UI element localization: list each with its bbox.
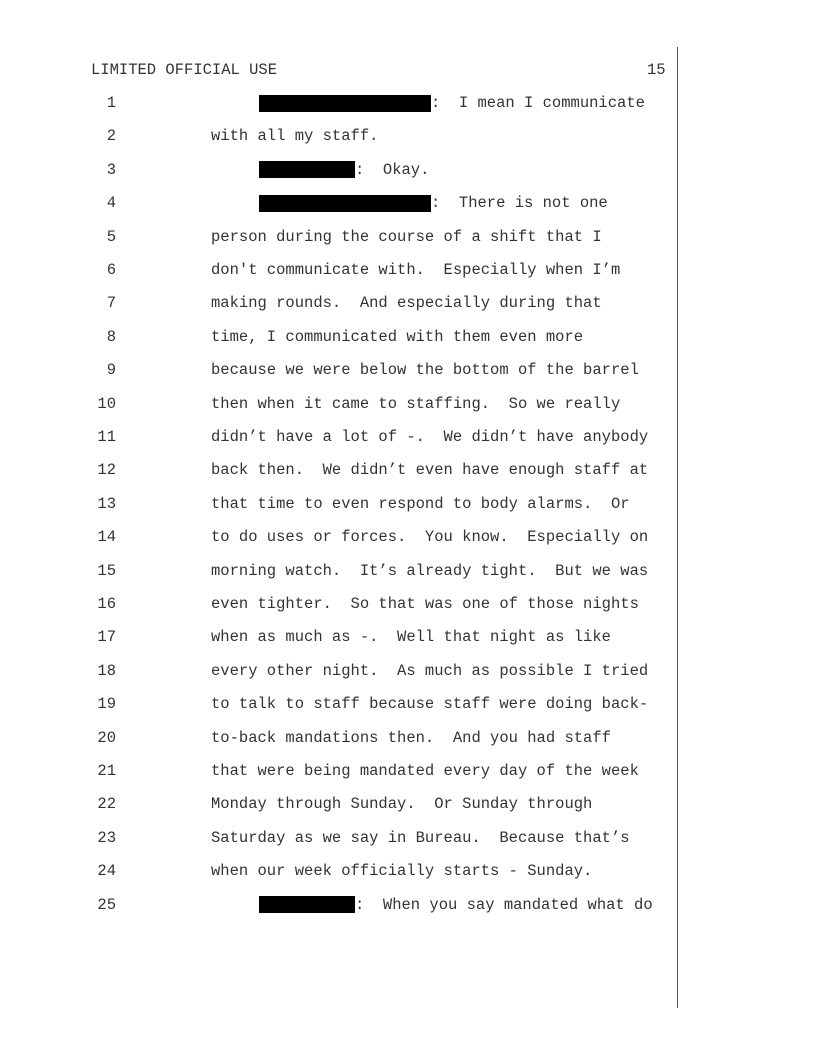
line-number: 1 — [106, 94, 116, 112]
speaker-line — [259, 194, 608, 212]
line-text: time, I communicated with them even more — [211, 327, 584, 346]
line-text: didn’t have a lot of -. We didn’t have anybody — [211, 428, 649, 446]
redacted-speaker-name — [259, 195, 431, 212]
transcript-line — [0, 829, 816, 849]
transcript-line — [0, 795, 816, 815]
line-text: making rounds. And especially during that — [211, 294, 602, 313]
redacted-speaker-name — [259, 161, 355, 178]
transcript-line — [0, 127, 816, 147]
line-text: that time to even respond to body alarms. Or — [211, 494, 630, 513]
transcript-line — [0, 729, 816, 749]
line-number: 25 — [97, 895, 116, 914]
line-number: 9 — [106, 361, 116, 380]
line-number: 12 — [97, 461, 116, 480]
line-number: 17 — [97, 628, 116, 647]
line-text: : There is not one — [431, 194, 608, 213]
line-number: 20 — [97, 728, 116, 747]
transcript-line — [0, 161, 816, 181]
line-number: 4 — [106, 194, 116, 213]
line-text: then when it came to staffing. So we really — [211, 394, 621, 413]
line-number: 23 — [97, 828, 116, 847]
redacted-speaker-name — [259, 95, 431, 112]
transcript-line — [0, 695, 816, 715]
line-text: morning watch. It’s already tight. But we was — [211, 561, 649, 580]
transcript-line — [0, 395, 816, 415]
line-number: 11 — [97, 428, 116, 446]
transcript-line — [0, 495, 816, 515]
line-text: even tighter. So that was one of those nights — [211, 595, 639, 613]
line-number: 10 — [97, 394, 116, 413]
line-number: 19 — [97, 695, 116, 714]
line-text: when our week officially starts - Sunday. — [211, 862, 593, 881]
transcript-line — [0, 294, 816, 314]
transcript-line — [0, 862, 816, 882]
speaker-line — [259, 896, 653, 914]
line-number: 6 — [106, 261, 116, 279]
line-text: to-back mandations then. And you had staff — [211, 728, 611, 747]
speaker-line — [259, 161, 429, 179]
line-text: because we were below the bottom of the barrel — [211, 361, 639, 380]
line-text: : When you say mandated what do — [355, 895, 653, 914]
transcript-line — [0, 228, 816, 248]
transcript-line — [0, 896, 816, 916]
transcript-line — [0, 428, 816, 448]
line-number: 22 — [97, 795, 116, 814]
transcript-line — [0, 361, 816, 381]
line-text: to do uses or forces. You know. Especially on — [211, 528, 649, 547]
line-number: 24 — [97, 862, 116, 881]
line-text: back then. We didn’t even have enough staff at — [211, 461, 649, 480]
line-number: 2 — [106, 127, 116, 146]
transcript-line — [0, 328, 816, 348]
line-text: don't communicate with. Especially when I’m — [211, 261, 621, 279]
page-number: 15 — [647, 61, 666, 79]
transcript-line — [0, 595, 816, 615]
transcript-line — [0, 461, 816, 481]
transcript-line — [0, 194, 816, 214]
transcript-line — [0, 662, 816, 682]
line-number: 3 — [106, 160, 116, 179]
line-text: Saturday as we say in Bureau. Because that’s — [211, 828, 630, 847]
line-number: 16 — [97, 595, 116, 613]
transcript-line — [0, 628, 816, 648]
line-number: 7 — [106, 294, 116, 313]
transcript-line — [0, 562, 816, 582]
line-text: when as much as -. Well that night as like — [211, 628, 611, 647]
line-number: 13 — [97, 494, 116, 513]
line-number: 8 — [106, 327, 116, 346]
line-number: 21 — [97, 762, 116, 780]
line-text: : I mean I communicate — [431, 94, 645, 112]
transcript-line — [0, 528, 816, 548]
transcript-line — [0, 762, 816, 782]
transcript-line — [0, 94, 816, 114]
line-number: 18 — [97, 661, 116, 680]
line-text: : Okay. — [355, 160, 430, 179]
transcript-line — [0, 261, 816, 281]
line-text: person during the course of a shift that I — [211, 227, 602, 246]
line-number: 5 — [106, 227, 116, 246]
line-text: to talk to staff because staff were doing back- — [211, 695, 649, 714]
redacted-speaker-name — [259, 896, 355, 913]
line-text: every other night. As much as possible I tried — [211, 661, 649, 680]
line-text: Monday through Sunday. Or Sunday through — [211, 795, 593, 814]
line-number: 14 — [97, 528, 116, 547]
speaker-line — [259, 94, 645, 112]
line-number: 15 — [97, 561, 116, 580]
line-text: that were being mandated every day of the week — [211, 762, 639, 780]
line-text: with all my staff. — [211, 127, 379, 146]
header-classification: LIMITED OFFICIAL USE — [91, 61, 278, 79]
